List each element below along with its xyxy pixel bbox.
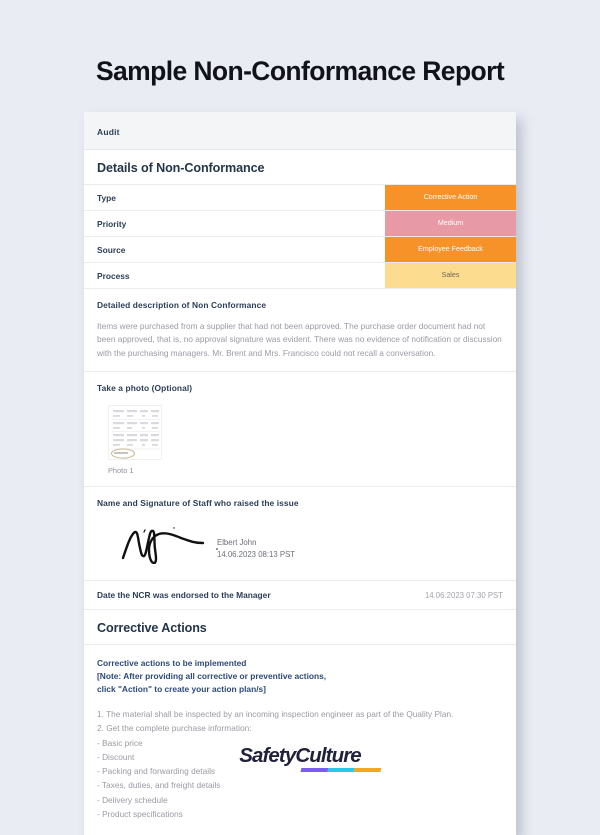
status-badge-priority: Medium [385,211,516,236]
list-item: - Basic price [97,737,143,748]
photo-section [84,372,516,487]
field-label-type: Type [97,193,116,203]
table-row [84,237,516,263]
report-card [84,112,516,835]
logo-wordmark: SafetyCulture [239,744,361,767]
field-label-priority: Priority [97,219,127,229]
audit-header-bar [84,112,516,150]
list-item: - Delivery schedule [97,794,168,805]
details-section-heading: Details of Non-Conformance [84,150,516,185]
corrective-note-line-3: click "Action" to create your action plan/s] [97,683,266,694]
description-section [84,289,516,372]
table-row [84,211,516,237]
corrective-section-heading: Corrective Actions [84,610,516,645]
page-title: Sample Non-Conformance Report [95,56,505,86]
endorsed-date-row [84,581,516,610]
list-item: - Packing and forwarding details [97,766,216,777]
logo-accent-purple [301,768,328,772]
footer [0,746,600,767]
description-text: Items were purchased from a supplier that had not been approved. The purchase order document had not been approved, that is, no approval signature was evident. There was no evidence of notification or discussion with the purchasing managers. Mr. Brent and Mrs. Francisco could not recall a conversation. [97,321,502,358]
endorsed-date-value: 14.06.2023 07:30 PST [424,590,503,600]
corrective-actions-note [84,645,516,695]
table-row [84,185,516,211]
list-item: 2. Get the complete purchase information: [97,723,252,734]
status-badge-type: Corrective Action [385,185,516,210]
logo-accent-orange [354,768,381,772]
scanned-document-thumbnail[interactable] [108,405,162,460]
signer-name: Elbert John [217,538,257,548]
logo-accent-bar [301,768,382,772]
list-item: - Discount [97,751,135,762]
table-row [84,263,516,289]
signature-title: Name and Signature of Staff who raised the issue [97,498,299,509]
corrective-note-line-2: [Note: After providing all corrective or preventive actions, [97,670,327,681]
field-label-process: Process [97,271,130,281]
signature-image [97,522,217,569]
field-label-source: Source [97,245,126,255]
photo-caption: Photo 1 [108,466,134,476]
logo-accent-cyan [328,768,355,772]
description-title: Detailed description of Non Conformance [97,300,267,310]
list-item: - Taxes, duties, and freight details [97,780,221,791]
corrective-note-line-1: Corrective actions to be implemented [97,658,247,669]
photo-title: Take a photo (Optional) [97,383,193,394]
signature-section [84,487,516,581]
endorsed-date-label: Date the NCR was endorsed to the Manager [97,590,271,601]
list-item: 1. The material shall be inspected by an incoming inspection engineer as part of the Quality Plan. [97,709,454,720]
status-badge-process: Sales [385,263,516,288]
safetyculture-logo [239,746,361,767]
audit-tab-label: Audit [97,127,120,137]
signer-timestamp: 14.06.2023 08:13 PST [217,550,296,559]
status-badge-source: Employee Feedback [385,237,516,262]
list-item: - Product specifications [97,809,183,819]
